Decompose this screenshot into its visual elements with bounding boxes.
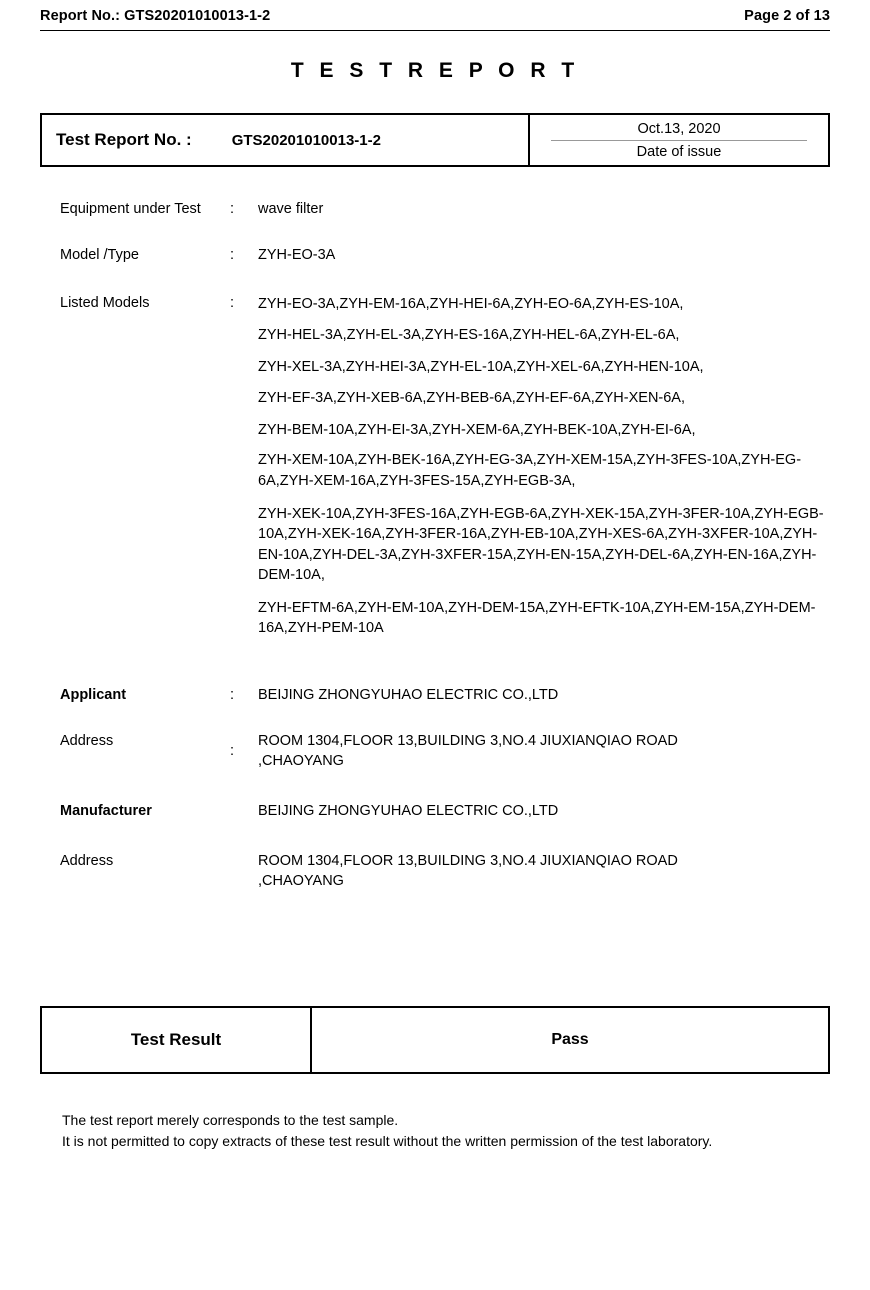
- listed-models-line: ZYH-EF-3A,ZYH-XEB-6A,ZYH-BEB-6A,ZYH-EF-6A,ZYH-XEN-6A,: [258, 390, 686, 407]
- report-number-cell: [42, 115, 530, 165]
- report-number-label: Test Report No. :: [56, 130, 192, 149]
- page-header: [40, 0, 830, 24]
- listed-models-block: ZYH-XEM-10A,ZYH-BEK-16A,ZYH-EG-3A,ZYH-XEM-15A,ZYH-3FES-10A,ZYH-EG-6A,ZYH-XEM-16A,ZYH-3FES-15A,ZYH-EGB-3A,: [258, 452, 802, 489]
- listed-models-block: ZYH-EFTM-6A,ZYH-EM-10A,ZYH-DEM-15A,ZYH-EFTK-10A,ZYH-EM-15A,ZYH-DEM-16A,ZYH-PEM-10A: [258, 599, 816, 637]
- listed-models-line: ZYH-HEL-3A,ZYH-EL-3A,ZYH-ES-16A,ZYH-HEL-6A,ZYH-EL-6A,: [258, 327, 680, 344]
- manufacturer-address-value: ROOM 1304,FLOOR 13,BUILDING 3,NO.4 JIUXIANQIAO ROAD ,CHAOYANG: [258, 852, 678, 889]
- test-result-value: Pass: [551, 1031, 589, 1048]
- listed-models-block: ZYH-XEK-10A,ZYH-3FES-16A,ZYH-EGB-6A,ZYH-XEK-15A,ZYH-3FER-10A,ZYH-EGB-10A,ZYH-XEK-16A,ZYH-3FER-16A,ZYH-EB-10A,ZYH-XES-6A,ZYH-3XFER-10A,ZYH-EN-10A,ZYH-DEL-3A,ZYH-3XFER-15A,ZYH-EN-15A,ZYH-DEL-6A,ZYH-EN-16A,ZYH-DEM-10A,: [258, 505, 824, 584]
- listed-models-line: ZYH-XEL-3A,ZYH-HEI-3A,ZYH-EL-10A,ZYH-XEL-6A,ZYH-HEN-10A,: [258, 358, 704, 375]
- info-row-applicant-address: [60, 731, 830, 771]
- listed-models-value: [258, 293, 830, 651]
- applicant-value: BEIJING ZHONGYUHAO ELECTRIC CO.,LTD: [258, 686, 559, 703]
- listed-models-colon: :: [230, 295, 235, 311]
- info-row-listed-models: [60, 293, 830, 651]
- listed-models-label: Listed Models: [60, 295, 150, 311]
- test-result-label: Test Result: [42, 1008, 312, 1072]
- report-number-value: GTS20201010013-1-2: [231, 131, 381, 149]
- manufacturer-label: Manufacturer: [60, 802, 152, 819]
- eut-label: Equipment under Test: [60, 201, 201, 217]
- applicant-label: Applicant: [60, 686, 127, 703]
- header-report-number: Report No.: GTS20201010013-1-2: [40, 8, 271, 24]
- model-label: Model /Type: [60, 247, 139, 263]
- specimen-info: [40, 199, 830, 891]
- applicant-colon: :: [230, 686, 235, 703]
- eut-value: wave filter: [258, 201, 324, 217]
- page-title: T E S T R E P O R T: [290, 59, 580, 82]
- info-row-manufacturer-address: [60, 851, 830, 891]
- footnote-line-2: It is not permitted to copy extracts of these test result without the written permission of the test laboratory.: [62, 1133, 713, 1150]
- applicant-address-colon: :: [230, 742, 235, 759]
- info-row-manufacturer: [60, 801, 830, 821]
- applicant-address-label: Address: [60, 732, 114, 749]
- info-row-eut: [60, 199, 830, 219]
- manufacturer-value: BEIJING ZHONGYUHAO ELECTRIC CO.,LTD: [258, 802, 559, 819]
- header-divider: [40, 30, 830, 31]
- test-result-table: [40, 1006, 830, 1074]
- footnote-line-1: The test report merely corresponds to the test sample.: [62, 1112, 399, 1128]
- info-row-applicant: [60, 685, 830, 705]
- manufacturer-address-label: Address: [60, 852, 114, 869]
- issue-date-cell: [530, 115, 828, 165]
- info-row-model: [60, 245, 830, 265]
- listed-models-line: ZYH-EO-3A,ZYH-EM-16A,ZYH-HEI-6A,ZYH-EO-6A,ZYH-ES-10A,: [258, 296, 684, 312]
- report-number-table: [40, 113, 830, 167]
- listed-models-line: ZYH-BEM-10A,ZYH-EI-3A,ZYH-XEM-6A,ZYH-BEK-10A,ZYH-EI-6A,: [258, 421, 696, 438]
- eut-colon: :: [230, 201, 235, 217]
- model-colon: :: [230, 247, 235, 263]
- applicant-address-value: ROOM 1304,FLOOR 13,BUILDING 3,NO.4 JIUXIANQIAO ROAD ,CHAOYANG: [258, 732, 678, 769]
- model-value: ZYH-EO-3A: [258, 247, 336, 263]
- issue-date-label: Date of issue: [636, 143, 722, 160]
- footnote: [62, 1110, 830, 1153]
- issue-date-value: Oct.13, 2020: [637, 120, 721, 137]
- header-page-number: Page 2 of 13: [744, 8, 830, 24]
